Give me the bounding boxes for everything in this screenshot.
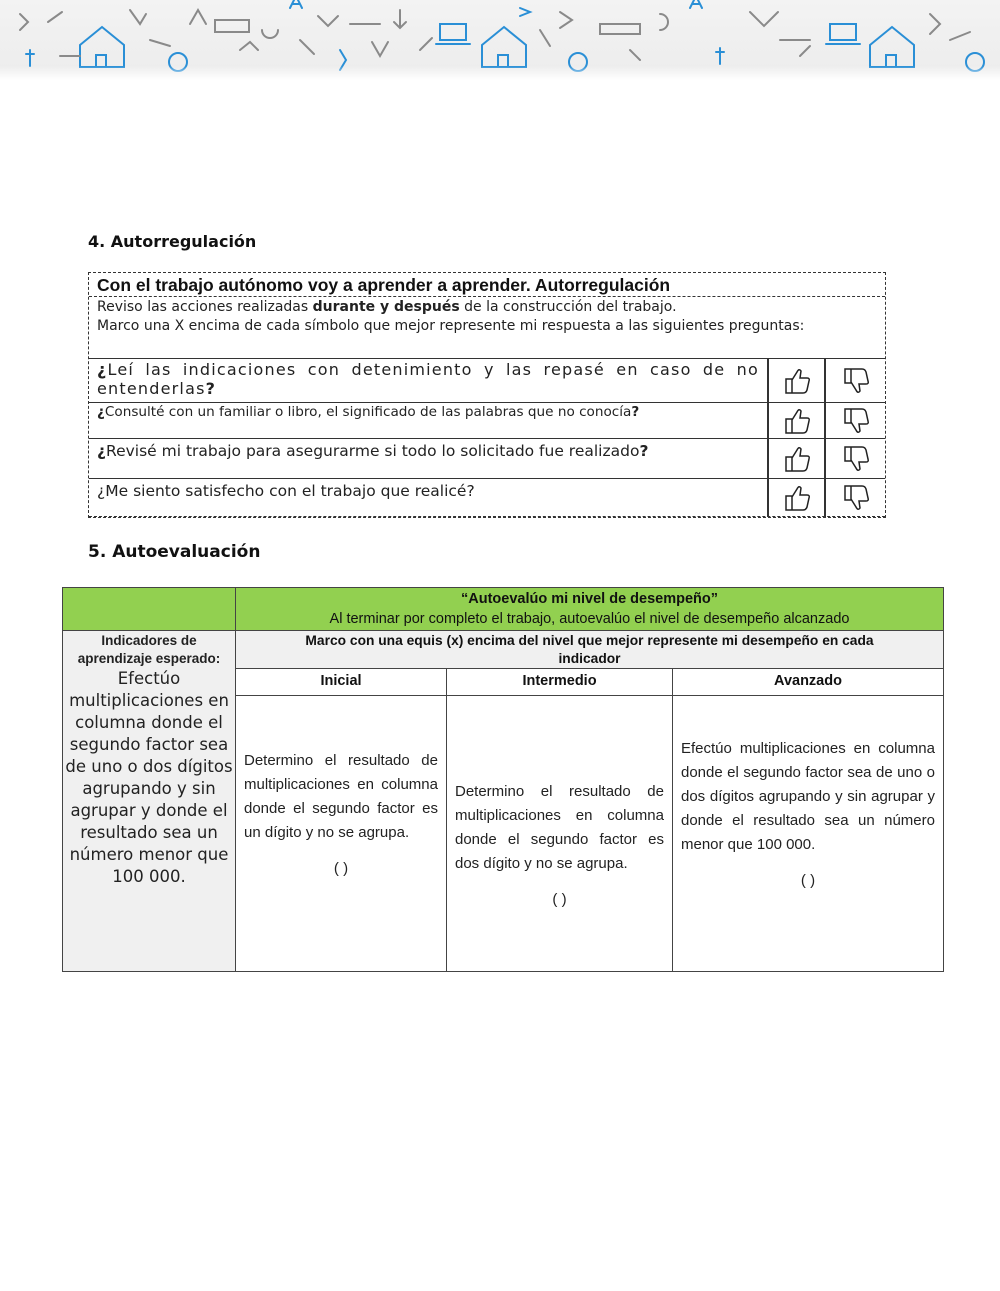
school-doodles-illustration bbox=[0, 0, 1000, 80]
thumbs-down-cell[interactable] bbox=[824, 359, 885, 402]
table-title: “Autoevalúo mi nivel de desempeño” bbox=[460, 591, 719, 607]
question-text bbox=[89, 359, 767, 402]
intro-text: de la construcción del trabajo. bbox=[459, 299, 677, 315]
table-row bbox=[89, 403, 885, 439]
question-open-mark: ¿ bbox=[97, 404, 105, 420]
question-close-mark: ? bbox=[631, 404, 640, 420]
table-row bbox=[89, 439, 885, 479]
level-cell-avanzado[interactable] bbox=[673, 696, 943, 971]
thumbs-up-icon bbox=[782, 483, 812, 513]
question-close-mark: ? bbox=[205, 379, 217, 398]
thumbs-down-cell[interactable] bbox=[824, 439, 885, 478]
question-close-mark: ? bbox=[639, 442, 649, 460]
level-cell-inicial[interactable] bbox=[236, 696, 447, 971]
intro-bold-text: durante y después bbox=[312, 299, 460, 315]
level-header-avanzado: Avanzado bbox=[673, 669, 943, 696]
instruction-cell: Marco con una equis (x) encima del nivel que mejor represente mi desempeño en cada indicador bbox=[236, 631, 943, 669]
thumbs-down-cell[interactable] bbox=[824, 403, 885, 438]
thumbs-up-icon bbox=[782, 444, 812, 474]
table-subtitle: Al terminar por completo el trabajo, autoevalúo el nivel de desempeño alcanzado bbox=[329, 611, 850, 627]
thumbs-down-cell[interactable] bbox=[824, 479, 885, 517]
question-open-mark: ¿ bbox=[97, 442, 106, 460]
section-title-autorregulacion: 4. Autorregulación bbox=[88, 232, 257, 251]
intro-line-1 bbox=[97, 298, 877, 317]
table-intro bbox=[89, 297, 885, 359]
thumbs-down-icon bbox=[841, 366, 871, 396]
indicator-text: Efectúo multiplicaciones en columna donde el segundo factor sea de uno o dos dígitos agrupando y sin agrupar y donde el resultado sea un número menor que 100 000. bbox=[65, 669, 233, 886]
question-body: ¿Me siento satisfecho con el trabajo que realicé? bbox=[97, 482, 475, 500]
question-open-mark: ¿ bbox=[97, 360, 108, 379]
level-description: Determino el resultado de multiplicaciones en columna donde el segundo factor es un dígito y no se agrupa. bbox=[244, 752, 438, 841]
thumbs-up-cell[interactable] bbox=[767, 359, 824, 402]
intro-line-2: Marco una X encima de cada símbolo que mejor represente mi respuesta a las siguientes preguntas: bbox=[97, 318, 805, 334]
level-mark-box[interactable]: ( ) bbox=[333, 860, 349, 877]
table-header: Con el trabajo autónomo voy a aprender a aprender. Autorregulación bbox=[89, 273, 885, 297]
thumbs-up-cell[interactable] bbox=[767, 439, 824, 478]
thumbs-up-icon bbox=[782, 406, 812, 436]
level-description: Efectúo multiplicaciones en columna donde el segundo factor sea de uno o dos dígitos agrupando y sin agrupar y donde el resultado sea un número menor que 100 000. bbox=[681, 740, 935, 853]
level-description: Determino el resultado de multiplicaciones en columna donde el segundo factor es dos dígito y no se agrupa. bbox=[455, 783, 664, 872]
question-body: Consulté con un familiar o libro, el significado de las palabras que no conocía bbox=[104, 404, 632, 420]
intro-text: Reviso las acciones realizadas bbox=[97, 299, 313, 315]
indicator-cell bbox=[63, 631, 236, 971]
question-text bbox=[89, 439, 767, 478]
level-header-intermedio: Intermedio bbox=[447, 669, 673, 696]
thumbs-down-icon bbox=[841, 444, 871, 474]
thumbs-up-cell[interactable] bbox=[767, 479, 824, 517]
thumbs-up-icon bbox=[782, 366, 812, 396]
autorregulacion-table bbox=[88, 272, 886, 518]
level-mark-box[interactable]: ( ) bbox=[552, 891, 567, 908]
table-title-cell bbox=[236, 588, 943, 631]
question-text bbox=[89, 479, 767, 517]
table-corner-cell bbox=[63, 588, 236, 631]
thumbs-down-icon bbox=[841, 406, 871, 436]
table-row bbox=[89, 479, 885, 517]
section-title-autoevaluacion: 5. Autoevaluación bbox=[88, 542, 261, 562]
question-body: Leí las indicaciones con detenimiento y las repasé en caso de no entenderlas bbox=[97, 360, 759, 398]
level-mark-box[interactable]: ( ) bbox=[800, 872, 816, 889]
indicator-label: Indicadores de aprendizaje esperado: bbox=[77, 633, 221, 666]
thumbs-down-icon bbox=[841, 483, 871, 513]
question-body: Revisé mi trabajo para asegurarme si todo lo solicitado fue realizado bbox=[106, 442, 640, 460]
thumbs-up-cell[interactable] bbox=[767, 403, 824, 438]
level-header-inicial: Inicial bbox=[236, 669, 447, 696]
level-cell-intermedio[interactable] bbox=[447, 696, 673, 971]
table-row bbox=[89, 359, 885, 403]
question-text bbox=[89, 403, 767, 438]
autoevaluacion-table bbox=[62, 587, 944, 972]
header-banner bbox=[0, 0, 1000, 80]
